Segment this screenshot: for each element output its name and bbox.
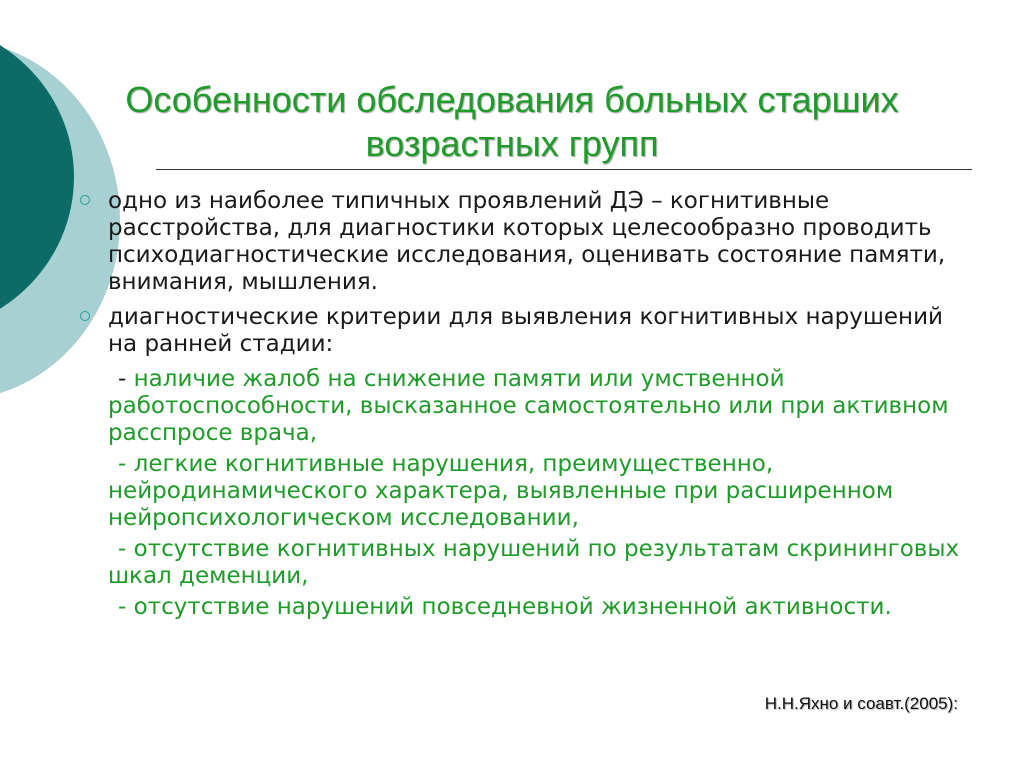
criteria-item: [78, 451, 978, 532]
citation-source: Н.Н.Яхно и соавт.(2005):: [764, 694, 958, 713]
slide-body: [78, 188, 978, 625]
slide-title: [80, 78, 944, 166]
bullet-text: диагностические критерии для выявления когнитивных нарушений на ранней стадии:: [108, 304, 943, 357]
criteria-dash: -: [118, 594, 127, 620]
hollow-circle-bullet-icon: [80, 195, 90, 205]
criteria-dash: -: [118, 366, 127, 392]
criteria-item: [78, 536, 978, 590]
criteria-text: легкие когнитивные нарушения, преимущественно, нейродинамического характера, выявленные при расширенном нейропсихологическом исследовании,: [108, 451, 894, 531]
criteria-text: наличие жалоб на снижение памяти или умственной работоспособности, высказанное самостоятельно или при активном расспросе врача,: [108, 366, 949, 446]
criteria-text: отсутствие нарушений повседневной жизненной активности.: [133, 594, 892, 620]
title-line-1: Особенности обследования больных старших: [125, 79, 899, 120]
criteria-item: [78, 594, 978, 621]
bullet-text: одно из наиболее типичных проявлений ДЭ – когнитивные расстройства, для диагностики которых целесообразно проводить психодиагностические исследования, оценивать состояние памяти, внимания, мышления.: [108, 188, 946, 295]
criteria-dash: -: [118, 536, 127, 562]
criteria-item: [78, 366, 978, 447]
criteria-text: отсутствие когнитивных нарушений по результатам скрининговых шкал деменции,: [108, 536, 960, 589]
bullet-item: [78, 188, 978, 296]
bullet-item: [78, 304, 978, 358]
hollow-circle-bullet-icon: [80, 311, 90, 321]
title-line-2: возрастных групп: [365, 123, 659, 164]
criteria-dash: -: [118, 451, 127, 477]
title-underline: [156, 169, 972, 170]
